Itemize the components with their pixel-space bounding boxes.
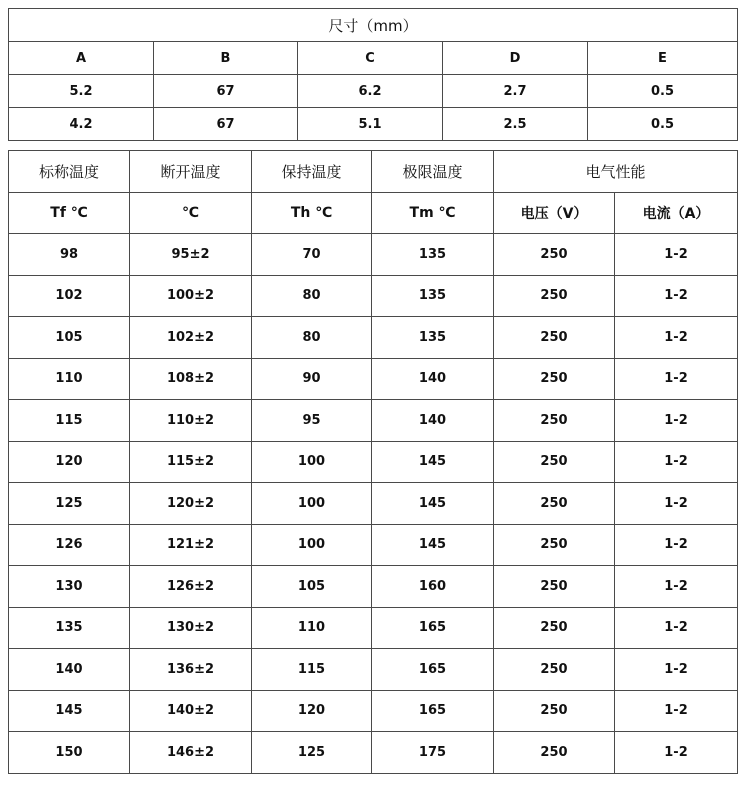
voltage-cell: 250 (494, 566, 615, 608)
holding-temp-cell: 70 (252, 234, 372, 276)
opening-temp-cell: 140±2 (130, 690, 252, 732)
limit-temp-cell: 165 (372, 607, 494, 649)
nominal-temp-cell: 120 (9, 441, 130, 483)
limit-temp-cell: 135 (372, 275, 494, 317)
opening-temp-cell: 108±2 (130, 358, 252, 400)
dimensions-row (9, 75, 738, 108)
dimensions-cell: 0.5 (588, 108, 738, 141)
opening-temp-cell: 115±2 (130, 441, 252, 483)
limit-temp-cell: 140 (372, 358, 494, 400)
limit-temp-cell: 165 (372, 690, 494, 732)
voltage-cell: 250 (494, 690, 615, 732)
opening-temp-cell: 120±2 (130, 483, 252, 525)
holding-temp-cell: 125 (252, 732, 372, 774)
nominal-temp-cell: 126 (9, 524, 130, 566)
current-cell: 1-2 (615, 317, 738, 359)
header-opening-temperature: 断开温度 (130, 151, 252, 193)
limit-temp-cell: 135 (372, 317, 494, 359)
nominal-temp-cell: 110 (9, 358, 130, 400)
table-row (9, 649, 738, 691)
dimensions-cell: 5.2 (9, 75, 154, 108)
table-row (9, 441, 738, 483)
dimensions-header-cell: B (154, 42, 298, 75)
nominal-temp-cell: 115 (9, 400, 130, 442)
current-cell: 1-2 (615, 275, 738, 317)
holding-temp-cell: 100 (252, 483, 372, 525)
dimensions-cell: 67 (154, 108, 298, 141)
limit-temp-cell: 165 (372, 649, 494, 691)
voltage-cell: 250 (494, 234, 615, 276)
holding-temp-cell: 80 (252, 275, 372, 317)
opening-temp-cell: 126±2 (130, 566, 252, 608)
opening-temp-cell: 102±2 (130, 317, 252, 359)
holding-temp-cell: 100 (252, 441, 372, 483)
unit-tf: Tf ℃ (9, 192, 130, 234)
opening-temp-cell: 100±2 (130, 275, 252, 317)
table-row (9, 690, 738, 732)
opening-temp-cell: 136±2 (130, 649, 252, 691)
voltage-cell: 250 (494, 732, 615, 774)
holding-temp-cell: 120 (252, 690, 372, 732)
dimensions-header-cell: A (9, 42, 154, 75)
holding-temp-cell: 100 (252, 524, 372, 566)
limit-temp-cell: 145 (372, 483, 494, 525)
dimensions-cell: 5.1 (298, 108, 443, 141)
current-cell: 1-2 (615, 732, 738, 774)
dimensions-header-cell: D (443, 42, 588, 75)
dimensions-cell: 6.2 (298, 75, 443, 108)
nominal-temp-cell: 145 (9, 690, 130, 732)
dimensions-cell: 0.5 (588, 75, 738, 108)
limit-temp-cell: 160 (372, 566, 494, 608)
table-row (9, 524, 738, 566)
dimensions-table (8, 8, 738, 141)
current-cell: 1-2 (615, 234, 738, 276)
dimensions-header-row (9, 42, 738, 75)
voltage-cell: 250 (494, 607, 615, 649)
opening-temp-cell: 95±2 (130, 234, 252, 276)
nominal-temp-cell: 98 (9, 234, 130, 276)
limit-temp-cell: 145 (372, 441, 494, 483)
unit-celsius: ℃ (130, 192, 252, 234)
current-cell: 1-2 (615, 649, 738, 691)
voltage-cell: 250 (494, 441, 615, 483)
current-cell: 1-2 (615, 607, 738, 649)
unit-th: Th ℃ (252, 192, 372, 234)
voltage-cell: 250 (494, 275, 615, 317)
holding-temp-cell: 115 (252, 649, 372, 691)
holding-temp-cell: 90 (252, 358, 372, 400)
nominal-temp-cell: 102 (9, 275, 130, 317)
current-cell: 1-2 (615, 483, 738, 525)
current-cell: 1-2 (615, 358, 738, 400)
table-row (9, 275, 738, 317)
voltage-cell: 250 (494, 317, 615, 359)
holding-temp-cell: 80 (252, 317, 372, 359)
table-row (9, 607, 738, 649)
voltage-cell: 250 (494, 649, 615, 691)
current-cell: 1-2 (615, 690, 738, 732)
header-holding-temperature: 保持温度 (252, 151, 372, 193)
nominal-temp-cell: 105 (9, 317, 130, 359)
table-row (9, 234, 738, 276)
opening-temp-cell: 110±2 (130, 400, 252, 442)
dimensions-title: 尺寸（mm） (9, 9, 738, 42)
holding-temp-cell: 110 (252, 607, 372, 649)
opening-temp-cell: 130±2 (130, 607, 252, 649)
opening-temp-cell: 121±2 (130, 524, 252, 566)
current-cell: 1-2 (615, 524, 738, 566)
limit-temp-cell: 175 (372, 732, 494, 774)
table-row (9, 317, 738, 359)
nominal-temp-cell: 150 (9, 732, 130, 774)
unit-tm: Tm ℃ (372, 192, 494, 234)
voltage-cell: 250 (494, 524, 615, 566)
limit-temp-cell: 145 (372, 524, 494, 566)
dimensions-row (9, 108, 738, 141)
spec-unit-row (9, 192, 738, 234)
unit-voltage: 电压（V） (494, 192, 615, 234)
holding-temp-cell: 105 (252, 566, 372, 608)
nominal-temp-cell: 140 (9, 649, 130, 691)
opening-temp-cell: 146±2 (130, 732, 252, 774)
unit-current: 电流（A） (615, 192, 738, 234)
dimensions-cell: 4.2 (9, 108, 154, 141)
header-electrical-performance: 电气性能 (494, 151, 738, 193)
nominal-temp-cell: 130 (9, 566, 130, 608)
dimensions-title-row (9, 9, 738, 42)
holding-temp-cell: 95 (252, 400, 372, 442)
nominal-temp-cell: 125 (9, 483, 130, 525)
table-row (9, 358, 738, 400)
voltage-cell: 250 (494, 358, 615, 400)
table-row (9, 566, 738, 608)
dimensions-cell: 67 (154, 75, 298, 108)
table-row (9, 400, 738, 442)
current-cell: 1-2 (615, 400, 738, 442)
specification-table (8, 150, 738, 774)
dimensions-cell: 2.7 (443, 75, 588, 108)
dimensions-header-cell: C (298, 42, 443, 75)
header-nominal-temperature: 标称温度 (9, 151, 130, 193)
table-row (9, 483, 738, 525)
nominal-temp-cell: 135 (9, 607, 130, 649)
dimensions-cell: 2.5 (443, 108, 588, 141)
current-cell: 1-2 (615, 566, 738, 608)
spec-header-row (9, 151, 738, 193)
voltage-cell: 250 (494, 483, 615, 525)
table-row (9, 732, 738, 774)
current-cell: 1-2 (615, 441, 738, 483)
header-limit-temperature: 极限温度 (372, 151, 494, 193)
dimensions-header-cell: E (588, 42, 738, 75)
limit-temp-cell: 135 (372, 234, 494, 276)
limit-temp-cell: 140 (372, 400, 494, 442)
voltage-cell: 250 (494, 400, 615, 442)
